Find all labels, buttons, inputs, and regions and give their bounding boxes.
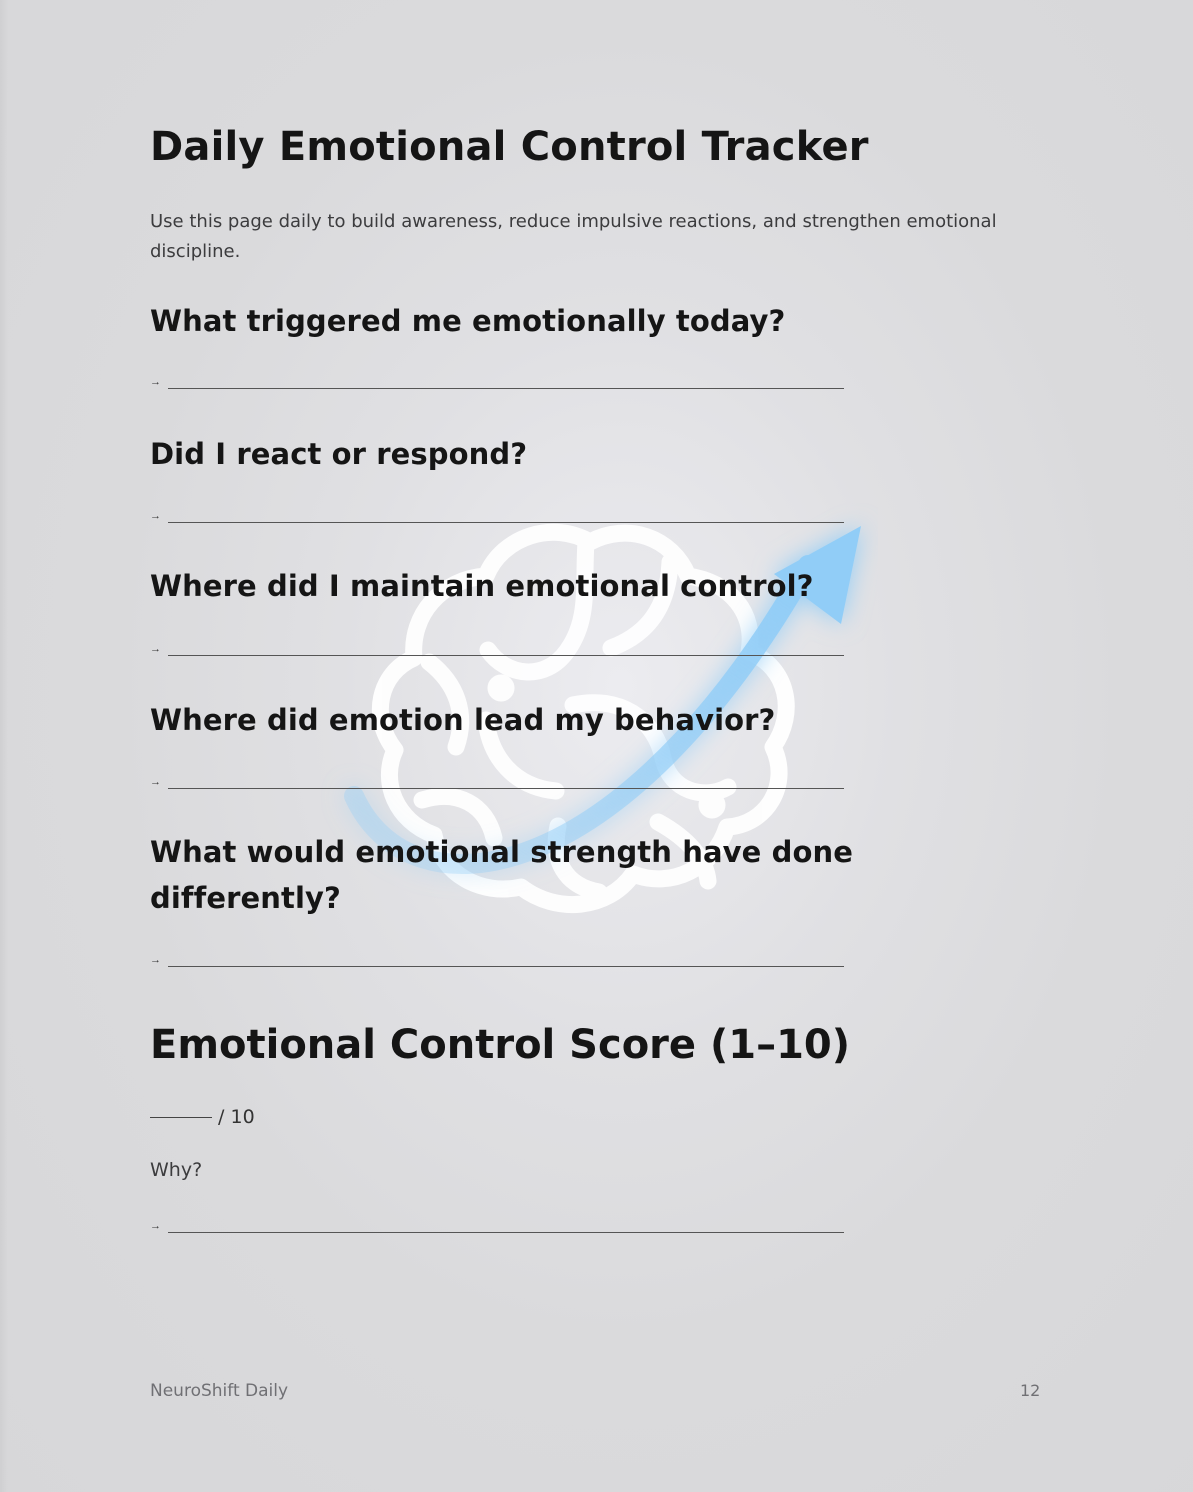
answer-arrow-icon: →	[150, 510, 161, 522]
page-number: 12	[1020, 1381, 1041, 1400]
answer-arrow-icon: →	[150, 1220, 161, 1232]
answer-line-why[interactable]	[150, 1218, 844, 1238]
answer-line-react-respond[interactable]	[150, 508, 844, 528]
answer-rule	[168, 388, 844, 389]
answer-arrow-icon: →	[150, 776, 161, 788]
question-react-respond: Did I react or respond?	[150, 437, 528, 471]
answer-line-maintained-control[interactable]	[150, 641, 844, 661]
question-trigger: What triggered me emotionally today?	[150, 304, 786, 338]
score-denominator: / 10	[218, 1106, 255, 1128]
answer-rule	[168, 788, 844, 789]
question-emotion-led-behavior: Where did emotion lead my behavior?	[150, 703, 776, 737]
answer-rule	[168, 966, 844, 967]
answer-rule	[168, 522, 844, 523]
question-emotional-strength: What would emotional strength have done differently?	[150, 835, 853, 915]
answer-arrow-icon: →	[150, 954, 161, 966]
score-blank[interactable]	[150, 1117, 212, 1118]
answer-arrow-icon: →	[150, 643, 161, 655]
answer-rule	[168, 655, 844, 656]
intro-text: Use this page daily to build awareness, reduce impulsive reactions, and strengthen emotional discipline.	[150, 211, 997, 262]
page-edge	[0, 0, 8, 1492]
answer-line-emotional-strength[interactable]	[150, 952, 844, 972]
answer-arrow-icon: →	[150, 376, 161, 388]
question-maintained-control: Where did I maintain emotional control?	[150, 569, 814, 603]
answer-rule	[168, 1232, 844, 1233]
why-label: Why?	[150, 1159, 203, 1181]
score-entry[interactable]	[150, 1106, 255, 1136]
page-title: Daily Emotional Control Tracker	[150, 124, 869, 170]
answer-line-emotion-led-behavior[interactable]	[150, 774, 844, 794]
answer-line-trigger[interactable]	[150, 374, 844, 394]
footer-brand: NeuroShift Daily	[150, 1381, 289, 1401]
score-title: Emotional Control Score (1–10)	[150, 1022, 851, 1068]
page-content	[150, 0, 1050, 1492]
